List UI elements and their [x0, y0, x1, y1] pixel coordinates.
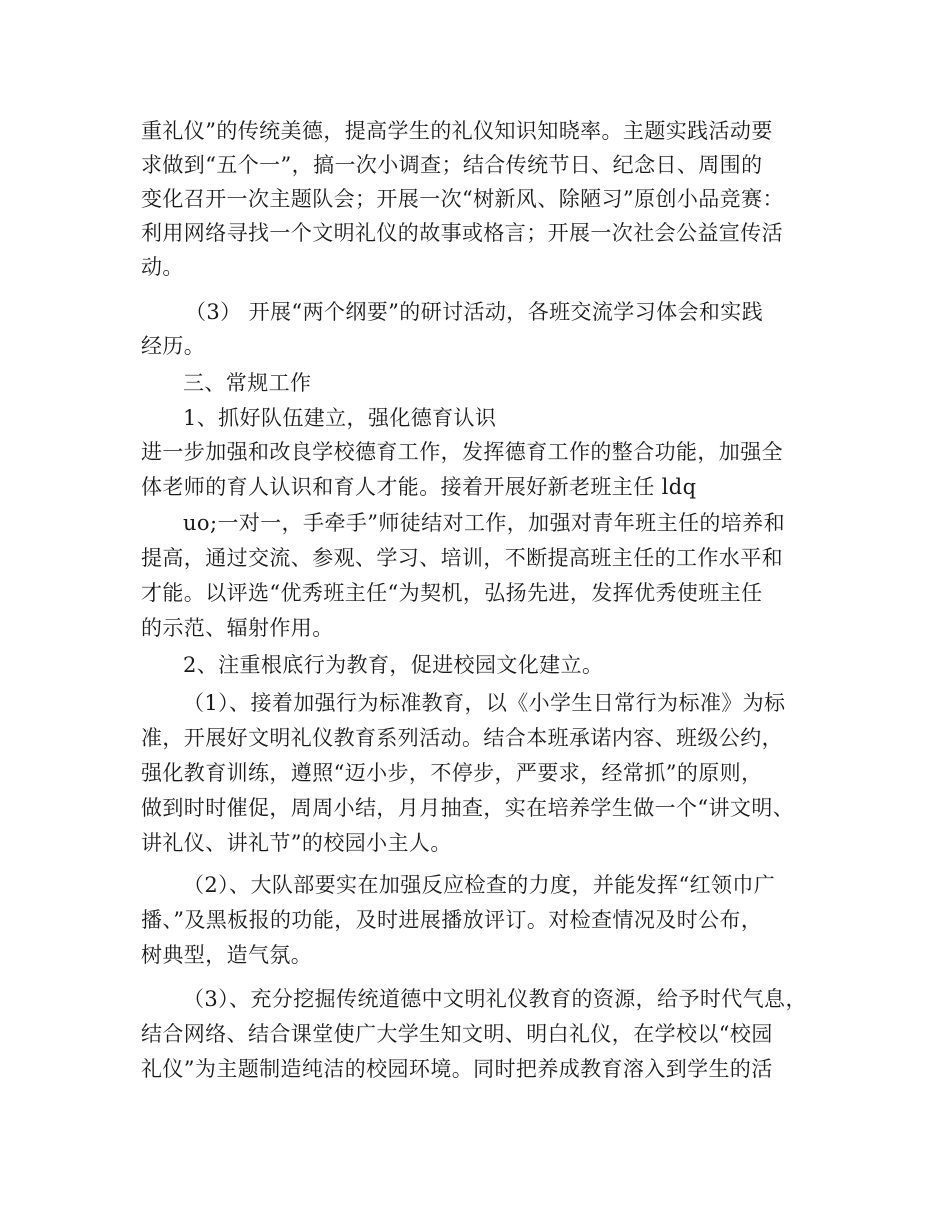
text-line: 经历。	[141, 334, 206, 358]
text-line: 树典型，造气氛。	[141, 943, 313, 967]
text-line: 准，开展好文明礼仪教育系列活动。结合本班承诺内容、班级公约，	[141, 726, 783, 750]
text-line: 播、”及黑板报的功能，及时进展播放评订。对检查情况及时公布，	[141, 908, 763, 932]
text-line: 礼仪”为主题制造纯洁的校园环境。同时把养成教育溶入到学生的活	[141, 1057, 773, 1081]
text-line: uo;一对一，手牵手”师徒结对工作，加强对青年班主任的培养和	[183, 511, 785, 535]
text-line: （1）、接着加强行为标准教育，以《小学生日常行为标准》为标	[183, 691, 786, 715]
text-line: 才能。以评选“优秀班主任“为契机，弘扬先进，发挥优秀使班主任	[141, 581, 763, 605]
text-line: 求做到“五个一”，搞一次小调查；结合传统节日、纪念日、周围的	[141, 153, 763, 177]
section-heading: 三、常规工作	[183, 371, 312, 395]
text-line: 结合网络、结合课堂使广大学生知文明、明白礼仪，在学校以“校园	[141, 1022, 773, 1046]
text-line: 动。	[141, 255, 184, 279]
text-line: 强化教育训练，遵照“迈小步，不停步，严要求，经常抓”的原则，	[141, 761, 763, 785]
text-line: （2）、大队部要实在加强反应检查的力度，并能发挥“红领巾广	[183, 873, 776, 897]
text-line: 讲礼仪、讲礼节”的校园小主人。	[141, 831, 452, 855]
text-line: 进一步加强和改良学校德育工作，发挥德育工作的整合功能，加强全	[141, 440, 783, 464]
text-line: （3） 开展“两个纲要”的研讨活动，各班交流学习体会和实践	[185, 300, 764, 324]
text-line: 体老师的育人认识和育人才能。接着开展好新老班主任 ldq	[141, 475, 697, 499]
text-line: （3）、充分挖掘传统道德中文明礼仪教育的资源，给予时代气息，	[183, 987, 807, 1011]
subsection-heading: 2、注重根底行为教育，促进校园文化建立。	[183, 653, 604, 677]
text-line: 重礼仪”的传统美德，提高学生的礼仪知识知晓率。主题实践活动要	[141, 119, 773, 143]
text-line: 利用网络寻找一个文明礼仪的故事或格言；开展一次社会公益宣传活	[141, 221, 783, 245]
text-line: 变化召开一次主题队会；开展一次“树新风、除陋习”原创小品竞赛：	[141, 187, 784, 211]
text-line: 做到时时催促，周周小结，月月抽查，实在培养学生做一个“讲文明、	[141, 796, 795, 820]
text-line: 的示范、辐射作用。	[141, 616, 334, 640]
text-line: 提高，通过交流、参观、学习、培训，不断提高班主任的工作水平和	[141, 546, 783, 570]
subsection-heading: 1、抓好队伍建立，强化德育认识	[183, 406, 497, 430]
